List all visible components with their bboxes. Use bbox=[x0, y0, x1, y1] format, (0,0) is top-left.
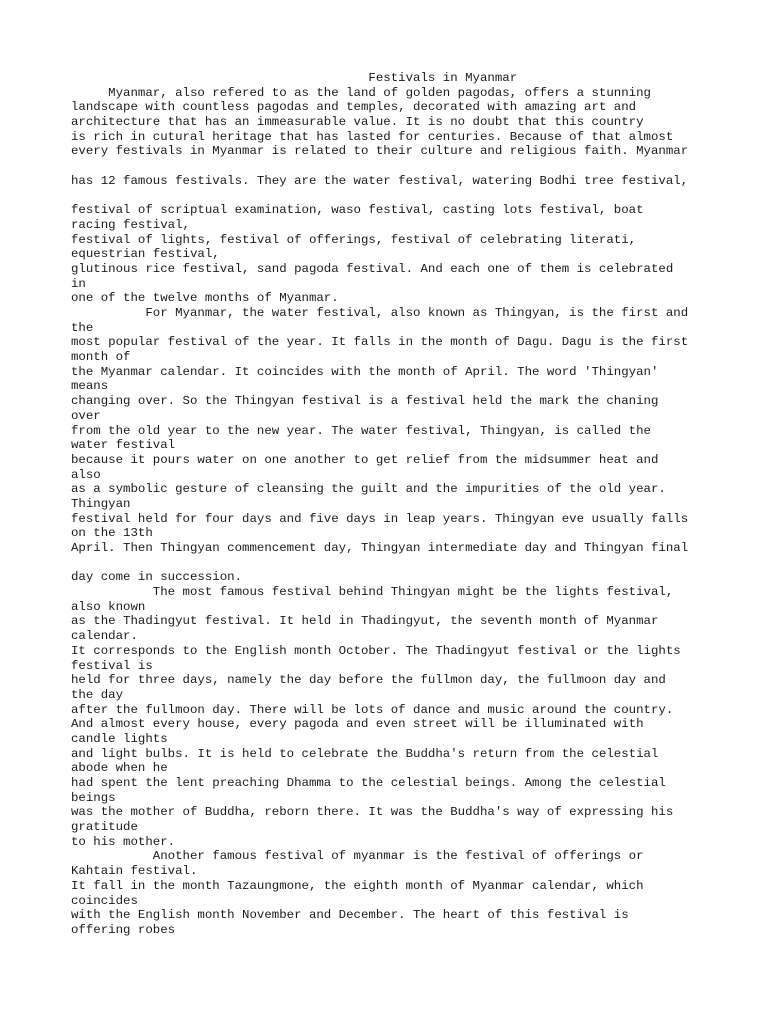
text-line: equestrian festival, bbox=[71, 247, 220, 262]
text-line: is rich in cutural heritage that has lasted for centuries. Because of that almost bbox=[71, 129, 674, 144]
text-line: changing over. So the Thingyan festival is a festival held the mark the chaning bbox=[71, 394, 659, 409]
text-line: to his mother. bbox=[71, 834, 176, 849]
text-line: the Myanmar calendar. It coincides with the month of April. The word 'Thingyan' bbox=[71, 364, 659, 379]
text-line: one of the twelve months of Myanmar. bbox=[71, 291, 339, 306]
text-line: after the fullmoon day. There will be lots of dance and music around the country. bbox=[71, 702, 674, 717]
text-line: because it pours water on one another to get relief from the midsummer heat and bbox=[71, 452, 659, 467]
text-line: most popular festival of the year. It falls in the month of Dagu. Dagu is the first bbox=[71, 335, 689, 350]
text-line: festival is bbox=[71, 658, 153, 673]
text-line: April. Then Thingyan commencement day, Thingyan intermediate day and Thingyan final bbox=[71, 541, 689, 555]
text-line: month of bbox=[71, 350, 131, 365]
text-line bbox=[71, 556, 731, 571]
text-line: also known bbox=[71, 599, 146, 614]
text-line bbox=[71, 189, 731, 204]
text-line: Another famous festival of myanmar is the festival of offerings or bbox=[71, 849, 644, 864]
text-line: the bbox=[71, 320, 94, 335]
text-line: was the mother of Buddha, reborn there. It was the Buddha's way of expressing his bbox=[71, 805, 674, 820]
text-line: on the 13th bbox=[71, 526, 153, 541]
text-line: candle lights bbox=[71, 731, 168, 746]
text-line: festival of lights, festival of offerings, festival of celebrating literati, bbox=[71, 232, 637, 247]
text-line: beings bbox=[71, 790, 116, 805]
text-line: And almost every house, every pagoda and even street will be illuminated with bbox=[71, 717, 644, 732]
text-line: It fall in the month Tazaungmone, the eighth month of Myanmar calendar, which bbox=[71, 878, 644, 893]
text-line: over bbox=[71, 408, 101, 423]
text-line: The most famous festival behind Thingyan might be the lights festival, bbox=[71, 585, 674, 600]
document-body bbox=[71, 71, 731, 938]
text-line: offering robes bbox=[71, 922, 176, 937]
text-line: means bbox=[71, 379, 109, 394]
text-line: held for three days, namely the day before the fullmon day, the fullmoon day and bbox=[71, 673, 666, 688]
text-line: landscape with countless pagodas and temples, decorated with amazing art and bbox=[71, 100, 637, 115]
text-line: every festivals in Myanmar is related to their culture and religious faith. Myanmar bbox=[71, 144, 689, 159]
text-line: the day bbox=[71, 687, 124, 702]
text-line: For Myanmar, the water festival, also known as Thingyan, is the first and bbox=[71, 306, 689, 320]
text-line: had spent the lent preaching Dhamma to the celestial beings. Among the celestial bbox=[71, 776, 666, 790]
text-line: also bbox=[71, 467, 101, 482]
text-line: Kahtain festival. bbox=[71, 864, 198, 879]
text-line: festival held for four days and five days in leap years. Thingyan eve usually falls bbox=[71, 511, 689, 526]
text-line: in bbox=[71, 276, 86, 291]
text-line: day come in succession. bbox=[71, 570, 243, 585]
text-line: with the English month November and December. The heart of this festival is bbox=[71, 908, 629, 923]
document-title: Festivals in Myanmar bbox=[71, 71, 518, 85]
text-line: and light bulbs. It is held to celebrate the Buddha's return from the celestial bbox=[71, 746, 659, 761]
text-line: water festival bbox=[71, 438, 176, 453]
text-line: glutinous rice festival, sand pagoda festival. And each one of them is celebrated bbox=[71, 261, 674, 276]
text-line: as the Thadingyut festival. It held in Thadingyut, the seventh month of Myanmar bbox=[71, 614, 659, 629]
text-line: as a symbolic gesture of cleansing the guilt and the impurities of the old year. bbox=[71, 482, 666, 497]
text-line: calendar. bbox=[71, 629, 138, 644]
text-line: festival of scriptual examination, waso festival, casting lots festival, boat bbox=[71, 203, 644, 218]
text-line: gratitude bbox=[71, 820, 138, 835]
text-line: coincides bbox=[71, 893, 138, 908]
text-line: Myanmar, also refered to as the land of golden pagodas, offers a stunning bbox=[71, 85, 651, 100]
text-line: It corresponds to the English month October. The Thadingyut festival or the lights bbox=[71, 643, 681, 658]
text-line: architecture that has an immeasurable value. It is no doubt that this country bbox=[71, 115, 644, 130]
text-line: racing festival, bbox=[71, 217, 190, 232]
text-line: from the old year to the new year. The water festival, Thingyan, is called the bbox=[71, 423, 651, 438]
text-line: has 12 famous festivals. They are the water festival, watering Bodhi tree festival, bbox=[71, 173, 689, 188]
text-line bbox=[71, 159, 731, 174]
text-line: abode when he bbox=[71, 761, 168, 776]
text-line: Thingyan bbox=[71, 496, 131, 511]
